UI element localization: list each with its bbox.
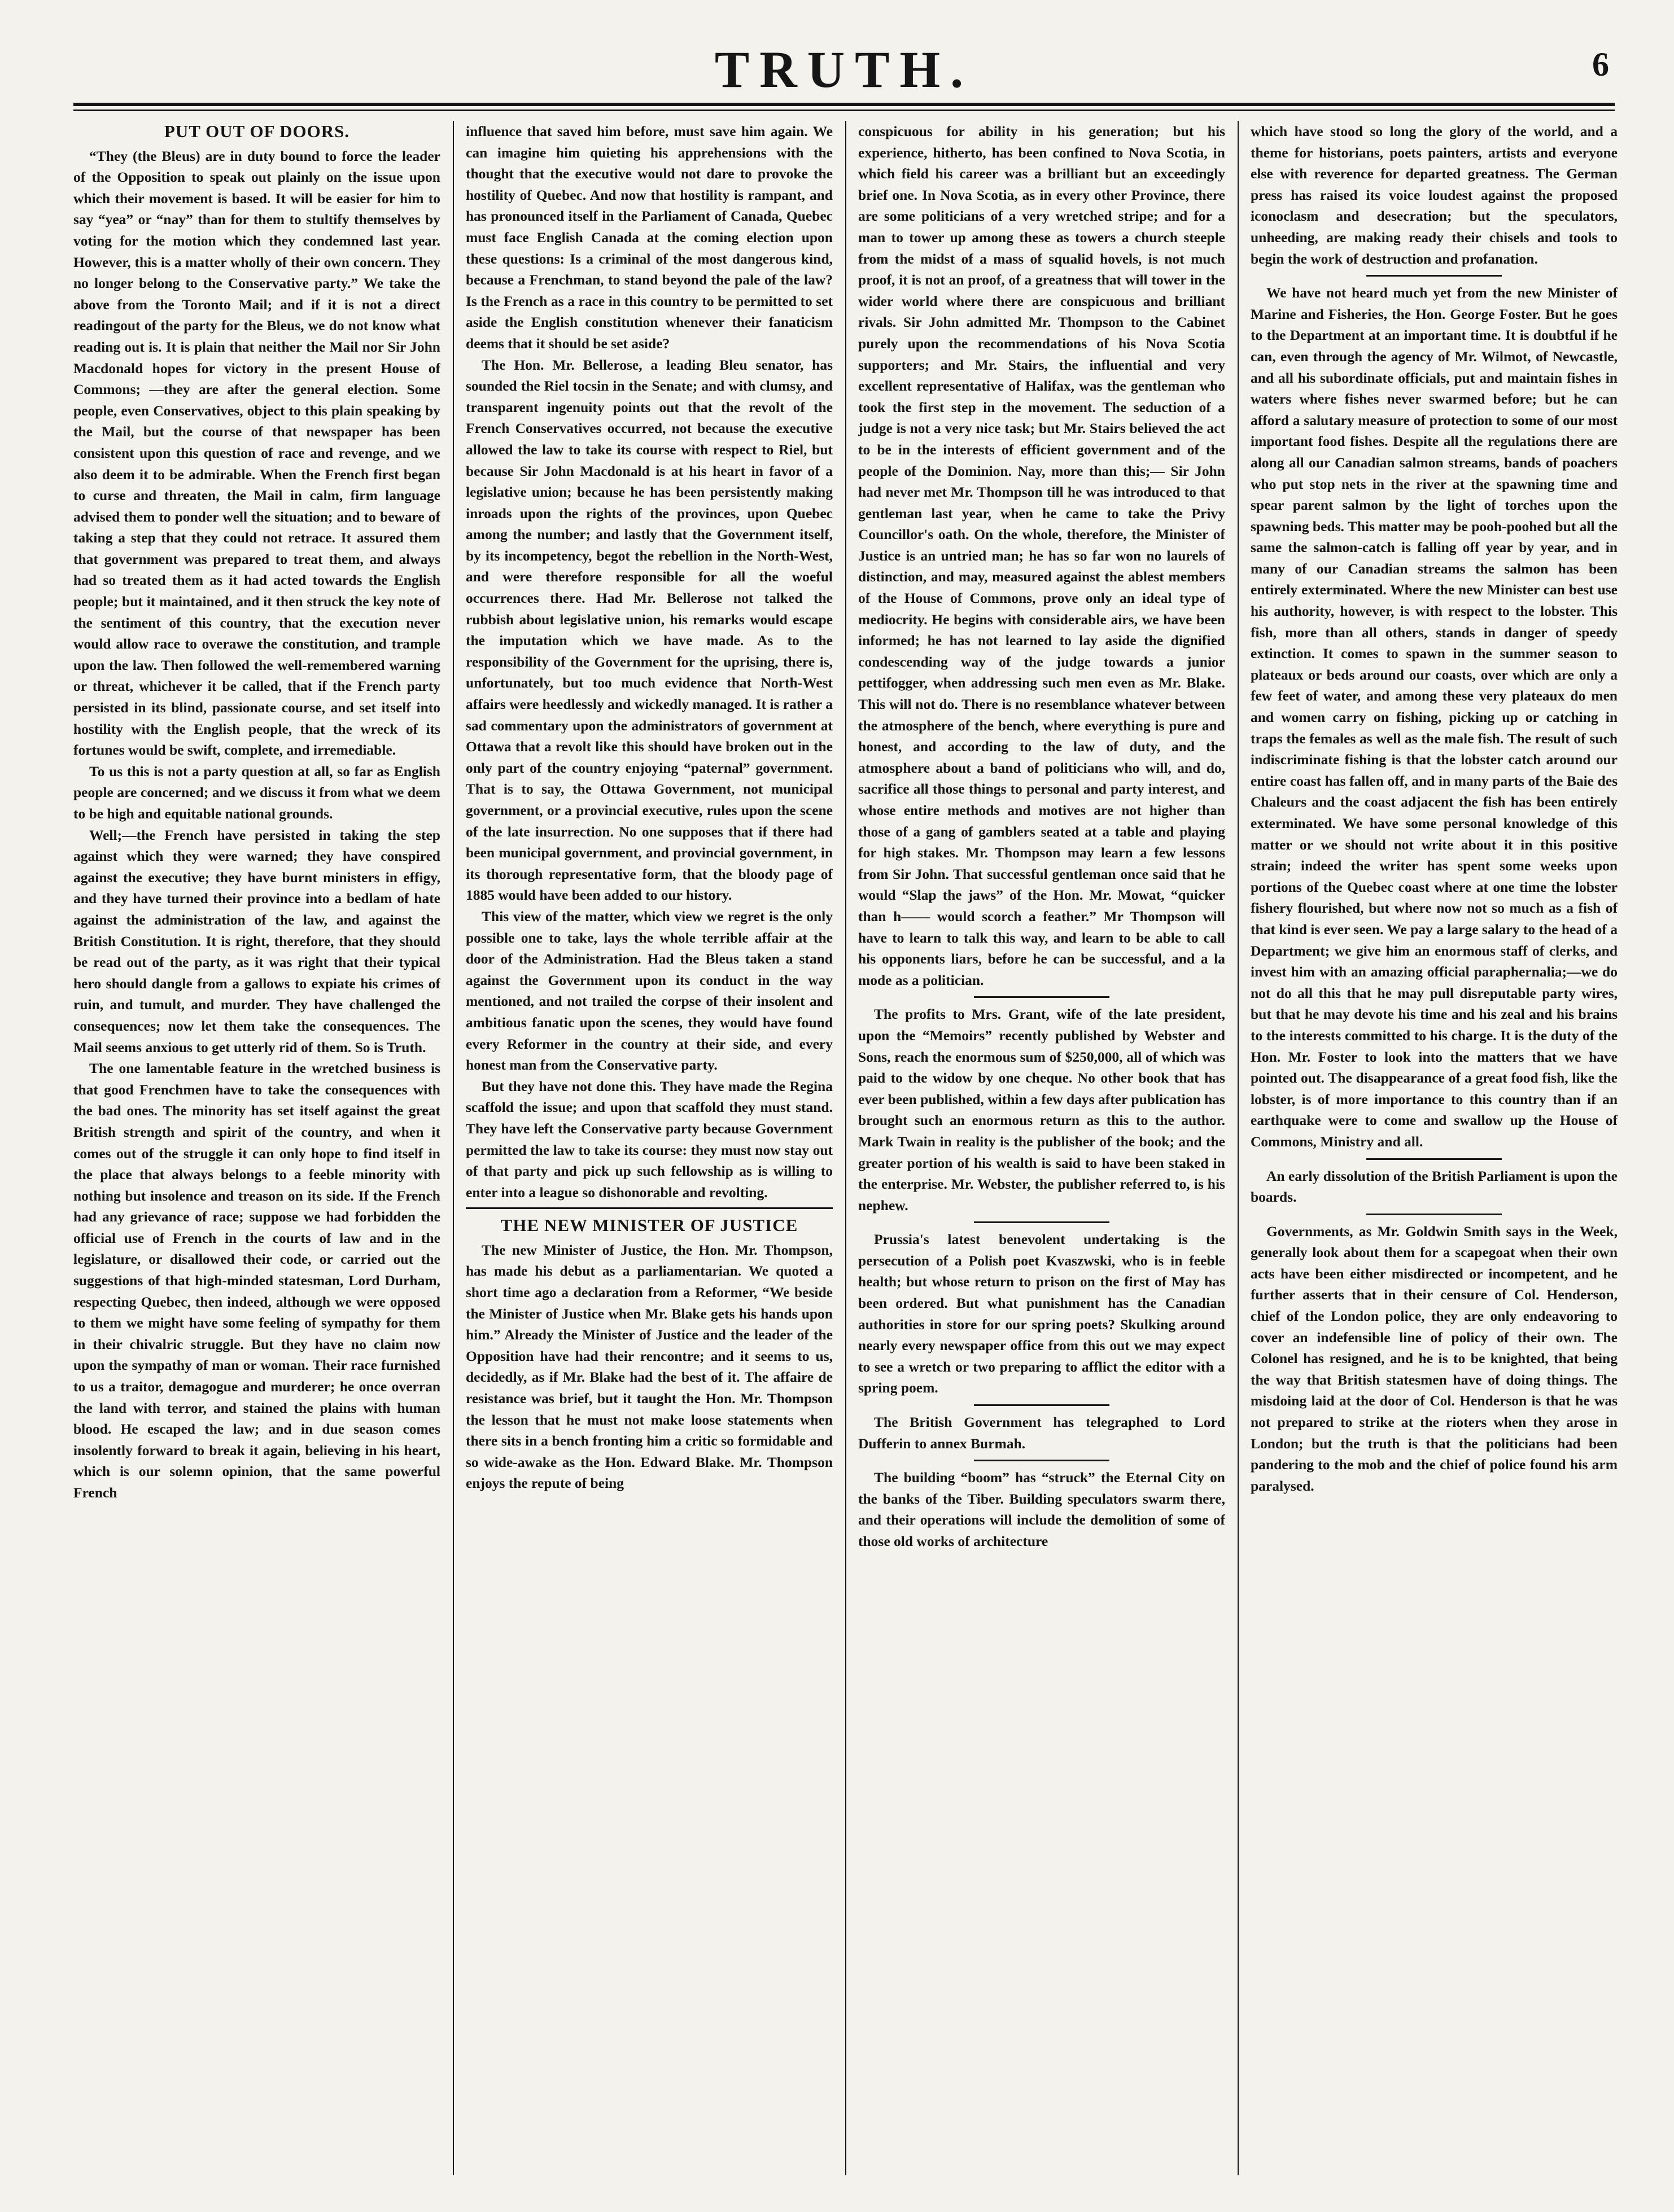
paragraph: The Hon. Mr. Bellerose, a leading Bleu senator, has sounded the Riel tocsin in the Senate; and with clumsy, and transparent ingenuity points out that the revolt of the French Conservatives occurred, not because the executive allowed the law to take its course with respect to Riel, but because Sir John Macdonald is at his heart in favor of a legislative union; because he has been persistently making inroads upon the rights of the provinces, upon Quebec among the number; and lastly that the Government itself, by its incompetency, begot the rebellion in the North-West, and were therefore responsible for all the woeful occurrences there. Had Mr. Bellerose not talked the rubbish about legislative union, his remarks would escape the imputation which we have made. As to the responsibility of the Government for the uprising, there is, unfortunately, but too much evidence that North-West affairs were heedlessly and wickedly managed. It is rather a sad commentary upon the administrators of government at Ottawa that a revolt like this should have broken out in the only part of the country enjoying “paternal” government. That is to say, the Ottawa Government, not municipal government, or a provincial executive, rules upon the scene of the late insurrection. No one supposes that if there had been municipal government, and provincial government, in its thorough representative form, that the bloody page of 1885 would have been added to our history. (466, 356, 833, 904)
masthead-rule-thick (73, 103, 1615, 106)
paragraph: We have not heard much yet from the new Minister of Marine and Fisheries, the Hon. George Foster. But he goes to the Department at an important time. It is doubtful if he can, even through the agency of Mr. Wilmot, of Newcastle, and all his subordinate officials, put and maintain fishes in waters where fishes never swarmed before; but he can afford a salutary measure of protection to some of our most important food fishes. Despite all the regulations there are along all our Canadian salmon streams, bands of poachers who put stop nets in the river at the spawning time and spear parent salmon by the light of torches upon the spawning beds. This matter may be pooh-poohed but all the same the salmon-catch is falling off year by year, and in many of our Canadian streams the salmon has been entirely exterminated. Where the new Minister can best use his authority, however, is with respect to the lobster. This fish, more than all others, stands in danger of speedy extinction. It comes to spawn in the summer season to plateaux or beds around our coasts, over which are only a few feet of water, and among these very plateaux do men and women carry on fishing, picking up or catching in traps the females as well as the male fish. The result of such indiscriminate fishing is that the lobster catch around our entire coast has fallen off, and in many parts of the Baie des Chaleurs and the coast adjacent the fish has been entirely exterminated. We have some personal knowledge of this matter or we should not write about it in this positive strain; indeed the writer has spent some weeks upon portions of the Quebec coast where at one time the lobster fishery flourished, but where now not so much as a fish of that kind is ever seen. We pay a large salary to the head of a Department; we give him an enormous staff of clerks, and invest him with an amazing official paraphernalia;—we do not do all this that he may pull disreputable party wires, but that he may devote his time and his zeal and his brains to the interests committed to his charge. It is the duty of the Hon. Mr. Foster to look into the matters that we have pointed out. The disappearance of a great food fish, like the lobster, is of more importance to this country than if an earthquake were to come and swallow up the House of Commons, Ministry and all. (1251, 284, 1618, 1150)
article-columns (73, 121, 1618, 2175)
paragraph: The British Government has telegraphed to Lord Dufferin to annex Burmah. (858, 1414, 1225, 1452)
article-separator (1366, 275, 1502, 277)
article-separator (974, 1404, 1109, 1406)
paragraph: Well;—the French have persisted in taking the step against which they were warned; they have conspired against the executive; they have burnt ministers in effigy, and they have turned their province into a bedlam of hate against the administration of the law, and against the British Constitution. It is right, therefore, that they should be read out of the party, as it was right that their typical hero should dangle from a gallows to expiate his crimes of ruin, and tumult, and murder. They have challenged the consequences; now let them take the consequences. The Mail seems anxious to get utterly rid of them. So is Truth. (73, 826, 440, 1055)
paragraph: conspicuous for ability in his generation; but his experience, hitherto, has been confined to Nova Scotia, in which field his career was a brilliant but an exceedingly brief one. In Nova Scotia, as in every other Province, there are some politicians of a very wretched stripe; and for a man to tower up among these as towers a church steeple from the midst of a mass of squalid hovels, is not much proof, it is not an proof, of a greatness that will tower in the wider world where there are conspicuous and brilliant rivals. Sir John admitted Mr. Thompson to the Cabinet purely upon the recommendations of his Nova Scotia supporters; and Mr. Stairs, the influential and very excellent representative of Halifax, was the gentleman who took the first step in the movement. The seduction of a judge is not a very nice task; but Mr. Stairs believed the act to be in the interests of efficient government and of the people of the Dominion. Nay, more than this;— Sir John had never met Mr. Thompson till he was introduced to that gentleman last year, when he came to take the Privy Councillor's oath. On the whole, therefore, the Minister of Justice is an untried man; he has so far won no laurels of distinction, and may, measured against the ablest members of the House of Commons, prove only an ideal type of mediocrity. He begins with considerable airs, we have been informed; he has not learned to lay aside the dignified condescending way of the judge towards a junior pettifogger, when addressing such men even as Mr. Blake. This will not do. There is no resemblance whatever between the atmosphere of the bench, where everything is pure and honest, and according to the law of duty, and the atmosphere about a band of politicians who will, and do, sacrifice all those things to personal and party interest, and whose entire methods and motives are not higher than those of a gang of gamblers seated at a table and playing for high stakes. Mr. Thompson may learn a few lessons from Sir John. That successful gentleman once said that he would “Slap the jaws” of the Hon. Mr. Mowat, “quicker than h—— would scorch a feather.” Mr Thompson will have to learn to talk this way, and learn to be able to call his opponents liars, before he can be successful, and a la mode as a politician. (858, 123, 1225, 988)
paragraph: To us this is not a party question at all, so far as English people are concerned; and we discuss it from what we deem to be high and equitable national grounds. (73, 763, 440, 822)
column-3 (858, 121, 1225, 2175)
paragraph: influence that saved him before, must save him again. We can imagine him quieting his apprehensions with the thought that the executive would not dare to provoke the hostility of Quebec. And now that hostility is rampant, and has pronounced itself in the Parliament of Canada, Quebec must face English Canada at the coming election upon these questions: Is a criminal of the most dangerous kind, because a Frenchman, to stand beyond the pale of the law? Is the French as a race in this country to be permitted to set aside the English constitution whenever their fanaticism deems that it should be set aside? (466, 123, 833, 352)
paragraph: An early dissolution of the British Parliament is upon the boards. (1251, 1167, 1618, 1206)
masthead-rule-thin (73, 109, 1615, 111)
paragraph: which have stood so long the glory of the world, and a theme for historians, poets painters, artists and everyone else with reverence for departed greatness. The German press has raised its voice loudest against the proposed iconoclasm and desecration; but the speculators, unheeding, are making ready their chisels and tools to begin the work of destruction and profanation. (1251, 123, 1618, 267)
paragraph: But they have not done this. They have made the Regina scaffold the issue; and upon that scaffold they must stand. They have left the Conservative party because Government permitted the law to take its course: they must now stay out of that party and pick up such fellowship as is willing to enter into a league so dishonorable and revolting. (466, 1077, 833, 1201)
masthead (73, 40, 1615, 102)
paragraph: The new Minister of Justice, the Hon. Mr. Thompson, has made his debut as a parliamentarian. We quoted a short time ago a declaration from a Reformer, “We beside the Minister of Justice when Mr. Blake gets his hands upon him.” Already the Minister of Justice and the leader of the Opposition have had their rencontre; and it seems to us, decidedly, as if Mr. Blake had the best of it. The affaire de resistance was brief, but it taught the Hon. Mr. Thompson the lesson that he must not make loose statements when there sits in a bench fronting him a critic so formidable and so wide-awake as the Hon. Edward Blake. Mr. Thompson enjoys the repute of being (466, 1241, 833, 1492)
article-separator (974, 996, 1109, 998)
newspaper-title: TRUTH. (714, 41, 974, 98)
paragraph: The building “boom” has “struck” the Eternal City on the banks of the Tiber. Building speculators swarm there, and their operations will include the demolition of some of those old works of architecture (858, 1469, 1225, 1549)
paragraph: The one lamentable feature in the wretched business is that good Frenchmen have to take the consequences with the bad ones. The minority has set itself against the great British strength and spirit of the country, and when it comes out of the struggle it can only hope to find itself in the place that always belongs to a feeble minority with nothing but insolence and treason on its side. If the French had any grievance of race; suppose we had forbidden the official use of French in the courts of law and in the legislature, or disallowed their code, or carried out the suggestions of that high-minded statesman, Lord Durham, respecting Quebec, then indeed, although we were opposed to them we might have some feeling of sympathy for them in their chivalric struggle. But they have no claim now upon the sympathy of man or woman. Their race furnished to us a traitor, demagogue and murderer; he once overran the land with terror, and stained the plains with human blood. He escaped the law; and in due season comes insolently forward to break it again, believing in his heart, which is our solemn opinion, that the same powerful French (73, 1060, 440, 1501)
article-heading-put-out-of-doors: PUT OUT OF DOORS. (164, 121, 350, 141)
article-separator (1366, 1158, 1502, 1160)
paragraph: Prussia's latest benevolent undertaking is the persecution of a Polish poet Kvaszwski, who is in feeble health; but whose return to prison on the first of May has been ordered. But what punishment has the Canadian authorities in store for our spring poets? Skulking around nearly every newspaper office from this out we may expect to see a wretch or two preparing to afflict the editor with a spring poem. (858, 1231, 1225, 1396)
column-1 (73, 121, 440, 2175)
page-number: 6 (1592, 46, 1609, 83)
article-separator (1366, 1214, 1502, 1215)
paragraph: The profits to Mrs. Grant, wife of the late president, upon the “Memoirs” recently published by Webster and Sons, reach the enormous sum of $250,000, all of which was paid to the widow by one cheque. No other book that has ever been published, within a few days after publication has brought such an enormous return as this to the author. Mark Twain in reality is the publisher of the book; and the greater portion of his wealth is said to have been staked in the enterprise. Mr. Webster, the publisher referred to, is his nephew. (858, 1006, 1225, 1214)
article-heading-new-minister-of-justice: THE NEW MINISTER OF JUSTICE (466, 1207, 833, 1236)
paragraph: Governments, as Mr. Goldwin Smith says in the Week, generally look about them for a scapegoat when their own acts have been either misdirected or incompetent, and he further asserts that in their censure of Col. Henderson, chief of the London police, they are only endeavoring to cover an indefensible line of policy of their own. The Colonel has resigned, and he is to be knighted, that being the way that British statesmen have of doing things. The misdoing laid at the door of Col. Henderson is that he was not prepared to strike at the rioters when they arose in London; but the truth is that the politicians had been pandering to the mob and the chief of police found his arm paralysed. (1251, 1223, 1618, 1494)
column-4 (1251, 121, 1618, 2175)
paragraph: “They (the Bleus) are in duty bound to force the leader of the Opposition to speak out plainly on the issue upon which their movement is based. It will be easier for him to say “yea” or “nay” than for them to stultify themselves by voting for the motion which they condemned last year. However, this is a matter wholly of their own concern. They no longer belong to the Conservative party.” We take the above from the Toronto Mail; and if it is not a direct readingout of the party for the Bleus, we do not know what reading out is. It is plain that neither the Mail nor Sir John Macdonald hopes for victory in the present House of Commons; —they are after the general election. Some people, even Conservatives, object to this plain speaking by the Mail, but the course of that newspaper has been consistent upon this question of race and revenge, and we also deem it to be admirable. When the French first began to curse and threaten, the Mail in calm, firm language advised them to ponder well the situation; and to beware of taking a step that they could not retrace. It assured them that government was prepared to treat them, and always had so treated them as it had acted towards the English people; but it maintained, and it then struck the key note of the sentiment of this country, that the execution never would allow race to overawe the constitution, and trample upon the law. Then followed the well-remembered warning or threat, whichever it be called, that if the French party persisted in its blind, passionate course, and set itself into hostility with the English people, that the wreck of its fortunes would be swift, complete, and irremediable. (73, 147, 440, 759)
article-separator (974, 1460, 1109, 1461)
article-separator (974, 1221, 1109, 1223)
column-2 (466, 121, 833, 2175)
paragraph: This view of the matter, which view we regret is the only possible one to take, lays the whole terrible affair at the door of the Administration. Had the Bleus taken a stand against the Government upon its conduct in the way mentioned, and not trailed the corpse of their insolent and ambitious fanatic upon the scenes, they would have found every Reformer in the country at their side, and every honest man from the Conservative party. (466, 908, 833, 1074)
